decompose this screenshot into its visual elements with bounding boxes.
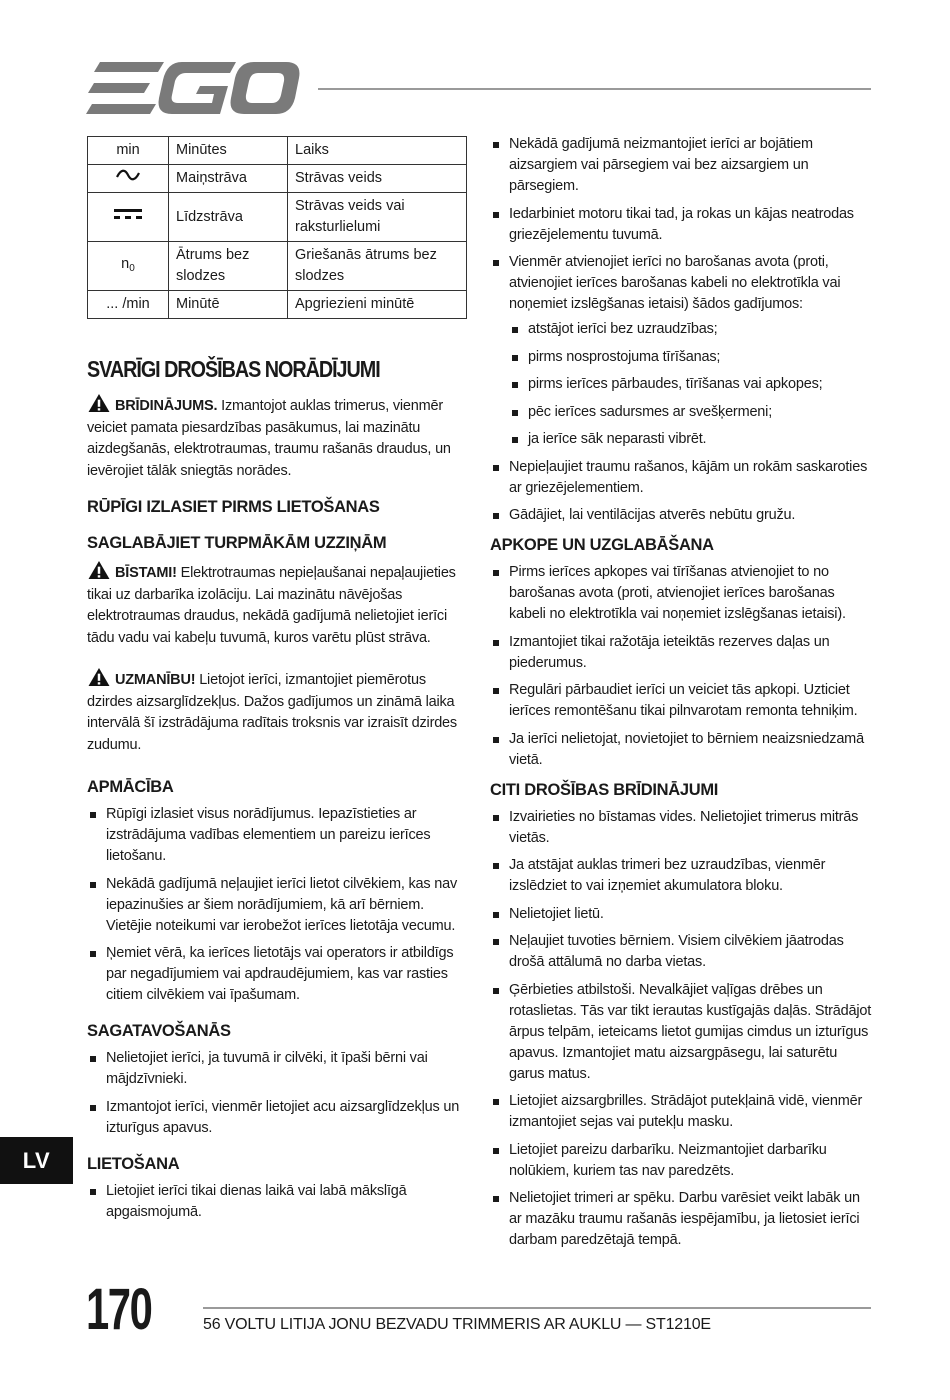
sub-list-item: atstājot ierīci bez uzraudzības;	[509, 319, 875, 340]
warning-text: Izmantojot auklas trimerus, vienmēr veiciet pamata piesardzības pasākumus, lai mazinātu aizdegšanās, elektrotraumas, traumu rašanās draudus, un ievērojiet tālāk sniegtās norādes.	[87, 398, 451, 479]
section-heading-read: RŪPĪGI IZLASIET PIRMS LIETOŠANAS	[87, 498, 380, 516]
symbol-cell	[88, 193, 169, 242]
list-item: Ja atstājat auklas trimeri bez uzraudzības, vienmēr izslēdziet to vai izņemiet akumulatora bloku.	[490, 855, 875, 897]
footer-title: 56 VOLTU LITIJA JONU BEZVADU TRIMMERIS AR AUKLU — ST1210E	[203, 1316, 711, 1333]
alternating-current-icon	[115, 168, 141, 182]
list-item: Izmantojot ierīci, vienmēr lietojiet acu aizsarglīdzekļus un izturīgus apavus.	[87, 1097, 467, 1139]
table-row	[88, 291, 467, 319]
section-heading-maintenance: APKOPE UN UZGLABĀŠANA	[490, 536, 714, 554]
list-item: Nekādā gadījumā neizmantojiet ierīci ar bojātiem aizsargiem vai pārsegiem vai bez aizsargiem un pārsegiem.	[490, 134, 875, 197]
table-row	[88, 165, 467, 193]
sub-list-item: pirms nosprostojuma tīrīšanas;	[509, 347, 875, 368]
symbol-cell	[88, 242, 169, 291]
training-list	[87, 804, 467, 1006]
name-cell: Minūtē	[169, 291, 288, 319]
section-heading-training: APMĀCĪBA	[87, 778, 174, 796]
list-item: Lietojiet ierīci tikai dienas laikā vai labā mākslīgā apgaismojumā.	[87, 1181, 467, 1223]
left-column	[87, 136, 467, 1229]
operation-continued-list	[490, 134, 875, 526]
sub-list-item: pirms ierīces pārbaudes, tīrīšanas vai apkopes;	[509, 374, 875, 395]
list-item: Nekādā gadījumā neļaujiet ierīci lietot cilvēkiem, kas nav iepazinušies ar šiem norādījumiem, kā arī bērniem. Vietējie noteikumi var ierobežot ierīces lietotāja vecumu.	[87, 874, 467, 937]
list-item: Gādājiet, lai ventilācijas atverēs nebūtu gružu.	[490, 505, 875, 526]
right-column	[490, 134, 875, 1258]
header-rule	[318, 88, 871, 90]
danger-label: BĪSTAMI!	[115, 565, 177, 581]
name-cell: Līdzstrāva	[169, 193, 288, 242]
danger-text: Elektrotraumas nepieļaušanai nepaļaujieties tikai uz darbarīka izolāciju. Lai mazinātu nāvējošas elektrotraumas draudus, nekādā gadījumā nelietojiet ierīci tādu vadu vai kabeļu tuvumā, kuros varētu plūst strāva.	[87, 565, 456, 646]
disconnect-cases-list	[509, 319, 875, 450]
meaning-cell: Apgriezieni minūtē	[288, 291, 467, 319]
sub-list-item: pēc ierīces sadursmes ar svešķermeni;	[509, 402, 875, 423]
name-cell: Maiņstrāva	[169, 165, 288, 193]
list-item: Nelietojiet trimeri ar spēku. Darbu varēsiet veikt labāk un ar mazāku traumu rašanās iespējamību, ja lietosiet ierīci darbam paredzētajā tempā.	[490, 1188, 875, 1251]
direct-current-icon	[113, 207, 143, 221]
caution-paragraph	[87, 667, 467, 756]
list-item: Rūpīgi izlasiet visus norādījumus. Iepazīstieties ar izstrādājuma vadības elementiem un pareizu ierīces lietošanu.	[87, 804, 467, 867]
warning-label: BRĪDINĀJUMS.	[115, 398, 218, 414]
name-cell: Ātrums bez slodzes	[169, 242, 288, 291]
ego-logo	[86, 62, 300, 114]
section-heading-save: SAGLABĀJIET TURPMĀKĀM UZZIŅĀM	[87, 534, 387, 552]
main-heading: SVARĪGI DROŠĪBAS NORĀDĪJUMI	[87, 356, 380, 382]
list-item: Nelietojiet lietū.	[490, 904, 875, 925]
other-warnings-list	[490, 807, 875, 1252]
preparation-list	[87, 1048, 467, 1139]
list-item: Nepieļaujiet traumu rašanos, kājām un rokām saskaroties ar griezējelementiem.	[490, 457, 875, 499]
warning-triangle-icon	[87, 560, 111, 580]
symbol-subscript: 0	[129, 262, 135, 274]
warning-triangle-icon	[87, 393, 111, 413]
symbol-letter: n	[121, 255, 130, 272]
meaning-cell: Griešanās ātrums bez slodzes	[288, 242, 467, 291]
list-item: Nelietojiet ierīci, ja tuvumā ir cilvēki, it īpaši bērni vai mājdzīvnieki.	[87, 1048, 467, 1090]
caution-label: UZMANĪBU!	[115, 672, 196, 688]
list-item: Neļaujiet tuvoties bērniem. Visiem cilvēkiem jāatrodas drošā attālumā no darba vietas.	[490, 931, 875, 973]
list-item: Ja ierīci nelietojat, novietojiet to bērniem neaizsniedzamā vietā.	[490, 729, 875, 771]
danger-paragraph	[87, 560, 467, 649]
warning-triangle-icon	[87, 667, 111, 687]
footer-rule	[203, 1307, 871, 1309]
sub-list-item: ja ierīce sāk neparasti vibrēt.	[509, 429, 875, 450]
maintenance-list	[490, 562, 875, 771]
table-row	[88, 193, 467, 242]
table-row	[88, 137, 467, 165]
meaning-cell: Laiks	[288, 137, 467, 165]
name-cell: Minūtes	[169, 137, 288, 165]
list-item: Pirms ierīces apkopes vai tīrīšanas atvienojiet to no barošanas avota (proti, atvienojiet ierīces barošanas kabeli no elektrotīkla vai noņemiet izslēgšanas ietaisi).	[490, 562, 875, 625]
page-number: 170	[86, 1277, 152, 1342]
language-tab: LV	[0, 1137, 73, 1184]
table-row	[88, 242, 467, 291]
list-item: Izmantojiet tikai ražotāja ieteiktās rezerves daļas un piederumus.	[490, 632, 875, 674]
symbol-cell: ... /min	[88, 291, 169, 319]
section-heading-other-warnings: CITI DROŠĪBAS BRĪDINĀJUMI	[490, 780, 719, 799]
operation-list	[87, 1181, 467, 1223]
list-item: Ģērbieties atbilstoši. Nevalkājiet vaļīgas drēbes un rotaslietas. Tās var tikt ierautas kustīgajās daļās. Strādājot ārpus telpām, ieteicams lietot gumijas cimdus un izturīgus apavus. Izmantojiet matu aizsargpāsegu, lai saturētu garus matus.	[490, 980, 875, 1085]
list-item: Regulāri pārbaudiet ierīci un veiciet tās apkopi. Uzticiet ierīces remontēšanu tikai pilnvarotam remonta tehniķim.	[490, 680, 875, 722]
list-item: Iedarbiniet motoru tikai tad, ja rokas un kājas neatrodas griezējelementu tuvumā.	[490, 204, 875, 246]
section-heading-preparation: SAGATAVOŠANĀS	[87, 1022, 231, 1040]
list-item: Lietojiet aizsargbrilles. Strādājot putekļainā vidē, vienmēr izmantojiet sejas vai putekļu masku.	[490, 1091, 875, 1133]
meaning-cell: Strāvas veids	[288, 165, 467, 193]
caution-text: Lietojot ierīci, izmantojiet piemērotus dzirdes aizsarglīdzekļus. Dažos gadījumos un zināmā laika intervālā šī izstrādājuma radītais troksnis var izraisīt dzirdes zudumu.	[87, 672, 457, 753]
list-item: Lietojiet pareizu darbarīku. Neizmantojiet darbarīku nolūkiem, kuriem tas nav paredzēts.	[490, 1140, 875, 1182]
list-item: Ņemiet vērā, ka ierīces lietotājs vai operators ir atbildīgs par negadījumiem vai apdraudējumiem, kas var rasties citiem cilvēkiem vai īpašumam.	[87, 943, 467, 1006]
section-heading-operation: LIETOŠANA	[87, 1154, 180, 1173]
warning-paragraph	[87, 393, 467, 482]
list-item: Izvairieties no bīstamas vides. Nelietojiet trimerus mitrās vietās.	[490, 807, 875, 849]
list-item	[490, 252, 875, 450]
meaning-cell: Strāvas veids vai raksturlielumi	[288, 193, 467, 242]
symbol-cell	[88, 165, 169, 193]
symbol-table	[87, 136, 467, 319]
list-item-text: Vienmēr atvienojiet ierīci no barošanas avota (proti, atvienojiet ierīces barošanas kabeli no elektrotīkla vai noņemiet izslēgšanas ietaisi) šādos gadījumos:	[509, 254, 841, 312]
symbol-cell: min	[88, 137, 169, 165]
